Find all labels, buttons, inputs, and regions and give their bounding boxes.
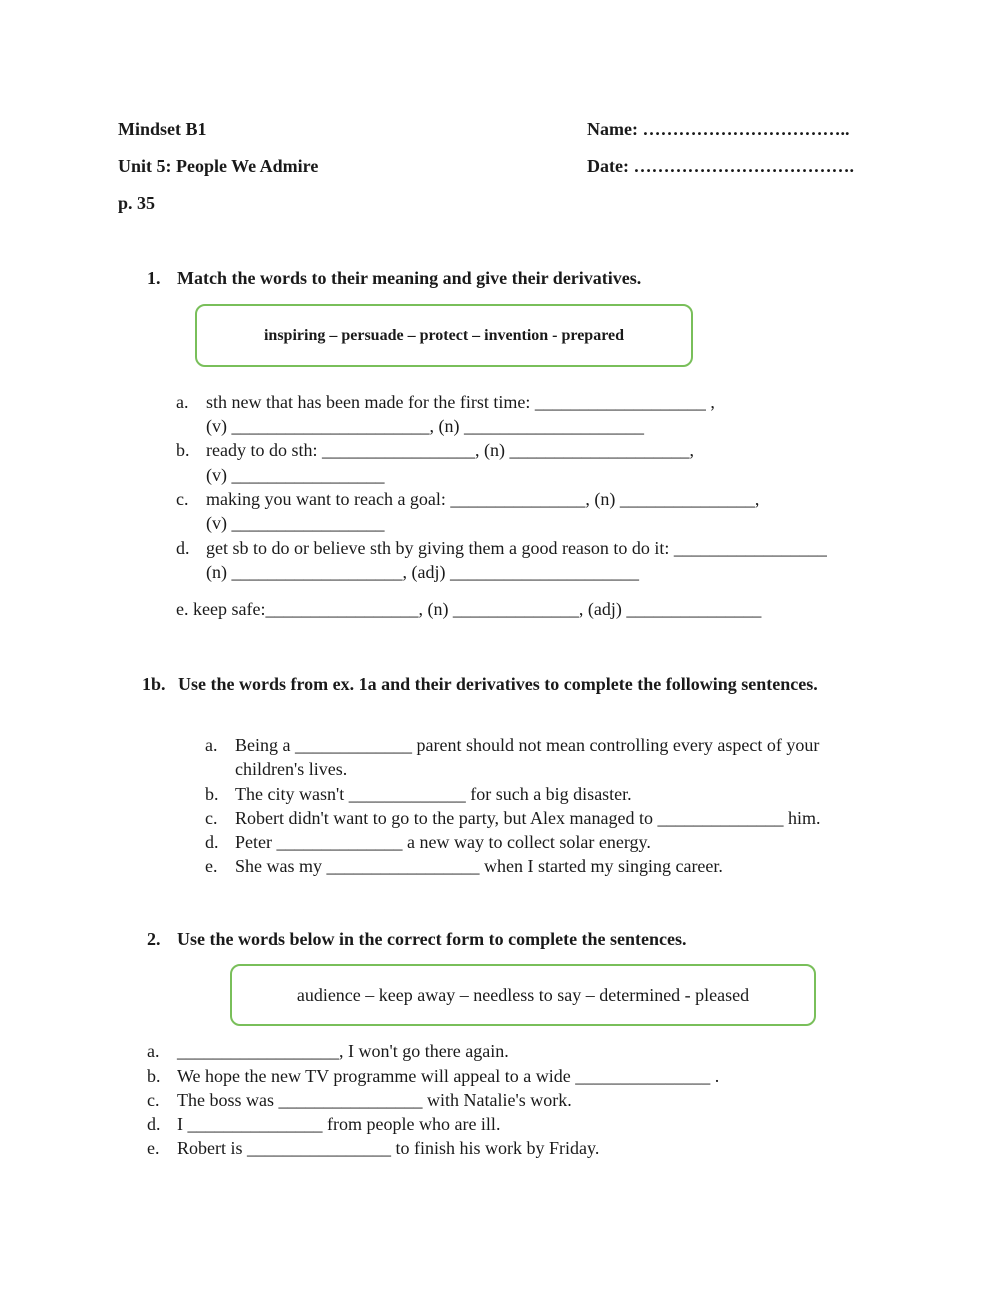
item-line[interactable]: (n) ___________________, (adj) _____________________ [206,562,639,582]
item-line: children's lives. [235,759,348,779]
item-line[interactable]: __________________, I won't go there again. [177,1041,509,1061]
item-letter: d. [205,832,219,852]
exercise1-title: Match the words to their meaning and give their derivatives. [177,268,642,288]
item-line[interactable]: sth new that has been made for the first time: ___________________ , [206,392,715,412]
exercise1-word-box [195,304,693,367]
exercise2-number: 2. [147,929,161,949]
exercise1-number: 1. [147,268,161,288]
item-line[interactable]: (v) _________________ [206,465,385,485]
item-letter: b. [147,1066,161,1086]
item-letter: d. [176,538,190,558]
item-line[interactable]: I _______________ from people who are ill. [177,1114,501,1134]
course-title: Mindset B1 [118,119,207,139]
item-letter: a. [176,392,189,412]
item-line[interactable]: We hope the new TV programme will appeal to a wide _______________ . [177,1066,720,1086]
unit-title: Unit 5: People We Admire [118,156,319,176]
exercise1b-title: Use the words from ex. 1a and their derivatives to complete the following sentences. [178,674,818,694]
page-number: p. 35 [118,193,156,213]
item-letter: a. [205,735,218,755]
item-letter: b. [205,784,219,804]
item-letter: c. [205,808,218,828]
item-letter: c. [176,489,189,509]
item-line[interactable]: ready to do sth: _________________, (n) ____________________, [206,440,694,460]
item-line[interactable]: The boss was ________________ with Natalie's work. [177,1090,572,1110]
item-line[interactable]: (v) _________________ [206,513,385,533]
exercise2-word-list: audience – keep away – needless to say – determined - pleased [296,984,750,1005]
item-letter: e. [205,856,218,876]
item-line[interactable]: Robert didn't want to go to the party, but Alex managed to ______________ him. [235,808,821,828]
exercise1-item-e[interactable]: e. keep safe:_________________, (n) ______________, (adj) _______________ [176,599,762,619]
item-letter: c. [147,1090,160,1110]
item-letter: e. [147,1138,160,1158]
item-letter: b. [176,440,190,460]
item-line[interactable]: She was my _________________ when I started my singing career. [235,856,723,876]
exercise2-word-box [230,964,816,1026]
exercise1b-number: 1b. [142,674,166,694]
item-line[interactable]: (v) ______________________, (n) ____________________ [206,416,644,436]
name-field[interactable]: Name: …………………………….. [587,119,850,139]
item-line[interactable]: Robert is ________________ to finish his work by Friday. [177,1138,600,1158]
exercise2-title: Use the words below in the correct form to complete the sentences. [177,929,687,949]
item-line[interactable]: Peter ______________ a new way to collect solar energy. [235,832,651,852]
exercise1-word-list: inspiring – persuade – protect – invention - prepared [263,326,625,344]
item-letter: a. [147,1041,160,1061]
item-line[interactable]: get sb to do or believe sth by giving them a good reason to do it: _________________ [206,538,827,558]
item-line[interactable]: making you want to reach a goal: _______________, (n) _______________, [206,489,760,509]
item-line[interactable]: The city wasn't _____________ for such a big disaster. [235,784,632,804]
item-line[interactable]: Being a _____________ parent should not mean controlling every aspect of your [235,735,820,755]
date-field[interactable]: Date: ………………………………. [587,156,854,176]
item-letter: d. [147,1114,161,1134]
